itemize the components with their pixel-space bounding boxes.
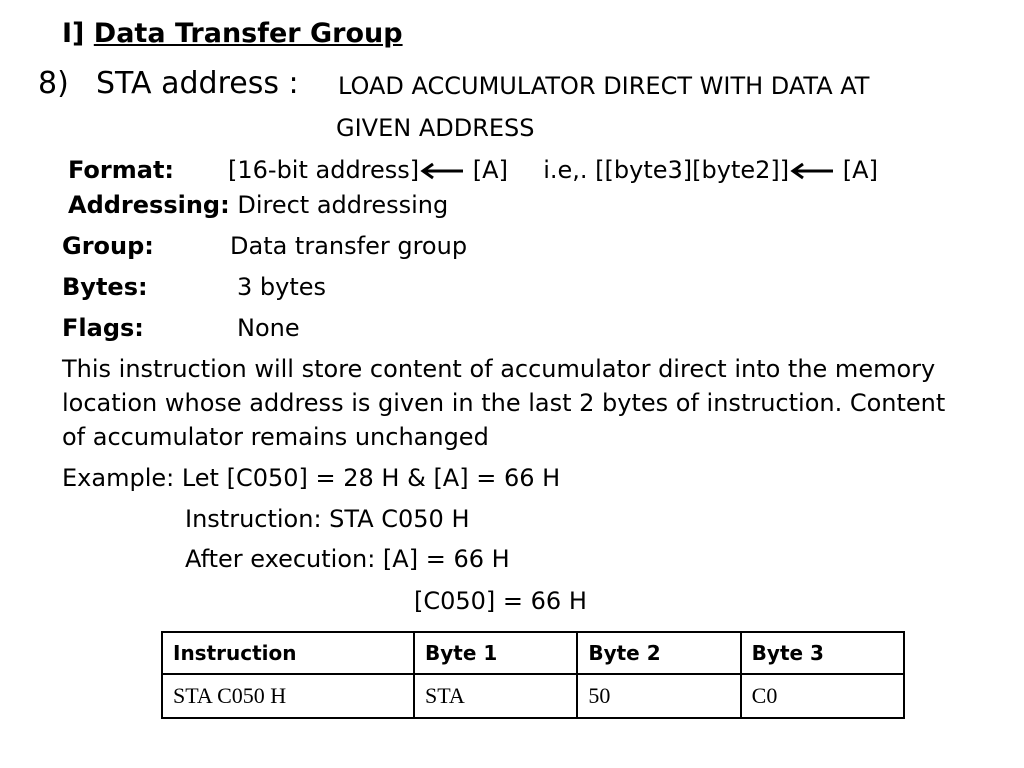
left-arrow-icon: [419, 161, 465, 181]
format-ie: i.e,. [[byte3][byte2]]: [543, 156, 790, 184]
group-value: Data transfer group: [230, 232, 468, 260]
table-header-cell: Byte 2: [577, 632, 740, 674]
instruction-name: [96, 66, 299, 101]
left-arrow-icon: [789, 161, 835, 181]
addressing-label: Addressing:: [68, 191, 230, 219]
table-header-row: [162, 632, 904, 674]
table-cell: C0: [741, 674, 904, 718]
section-number: I]: [62, 18, 85, 49]
example-after-mem: [C050] = 66 H: [414, 587, 587, 615]
example-intro: Example: Let [C050] = 28 H & [A] = 66 H: [62, 464, 561, 492]
format-left-src: [A]: [472, 156, 508, 184]
table-header-cell: Instruction: [162, 632, 414, 674]
flags-label: Flags:: [62, 314, 144, 342]
opcode-table: [161, 631, 905, 719]
section-title: Data Transfer Group: [93, 18, 403, 49]
addressing-value: Direct addressing: [237, 191, 449, 219]
group-label: Group:: [62, 232, 154, 260]
instruction-description: This instruction will store content of accumulator direct into the memory location whose address is given in the last 2 bytes of instruction. Content of accumulator remains unchanged: [62, 355, 946, 451]
format-left-dest: [16-bit address]: [228, 156, 420, 184]
instruction-colon: :: [288, 66, 299, 101]
flags-value: None: [237, 314, 300, 342]
addressing-row: [68, 191, 448, 219]
example-after-a: After execution: [A] = 66 H: [185, 545, 510, 573]
instruction-number: 8): [38, 66, 69, 101]
format-value: [228, 156, 878, 184]
table-header-cell: Byte 3: [741, 632, 904, 674]
example-instruction: Instruction: STA C050 H: [185, 505, 470, 533]
table-header-cell: Byte 1: [414, 632, 577, 674]
instruction-description-line1: LOAD ACCUMULATOR DIRECT WITH DATA AT: [338, 72, 870, 100]
format-right-src: [A]: [842, 156, 878, 184]
instruction-mnemonic: STA address: [96, 66, 279, 101]
bytes-value: 3 bytes: [237, 273, 327, 301]
table-row: [162, 674, 904, 718]
bytes-label: Bytes:: [62, 273, 148, 301]
table-cell: 50: [577, 674, 740, 718]
section-heading: [62, 18, 403, 49]
table-cell: STA: [414, 674, 577, 718]
format-label: Format:: [68, 156, 175, 184]
instruction-description-line2: GIVEN ADDRESS: [336, 114, 535, 142]
table-cell: STA C050 H: [162, 674, 414, 718]
